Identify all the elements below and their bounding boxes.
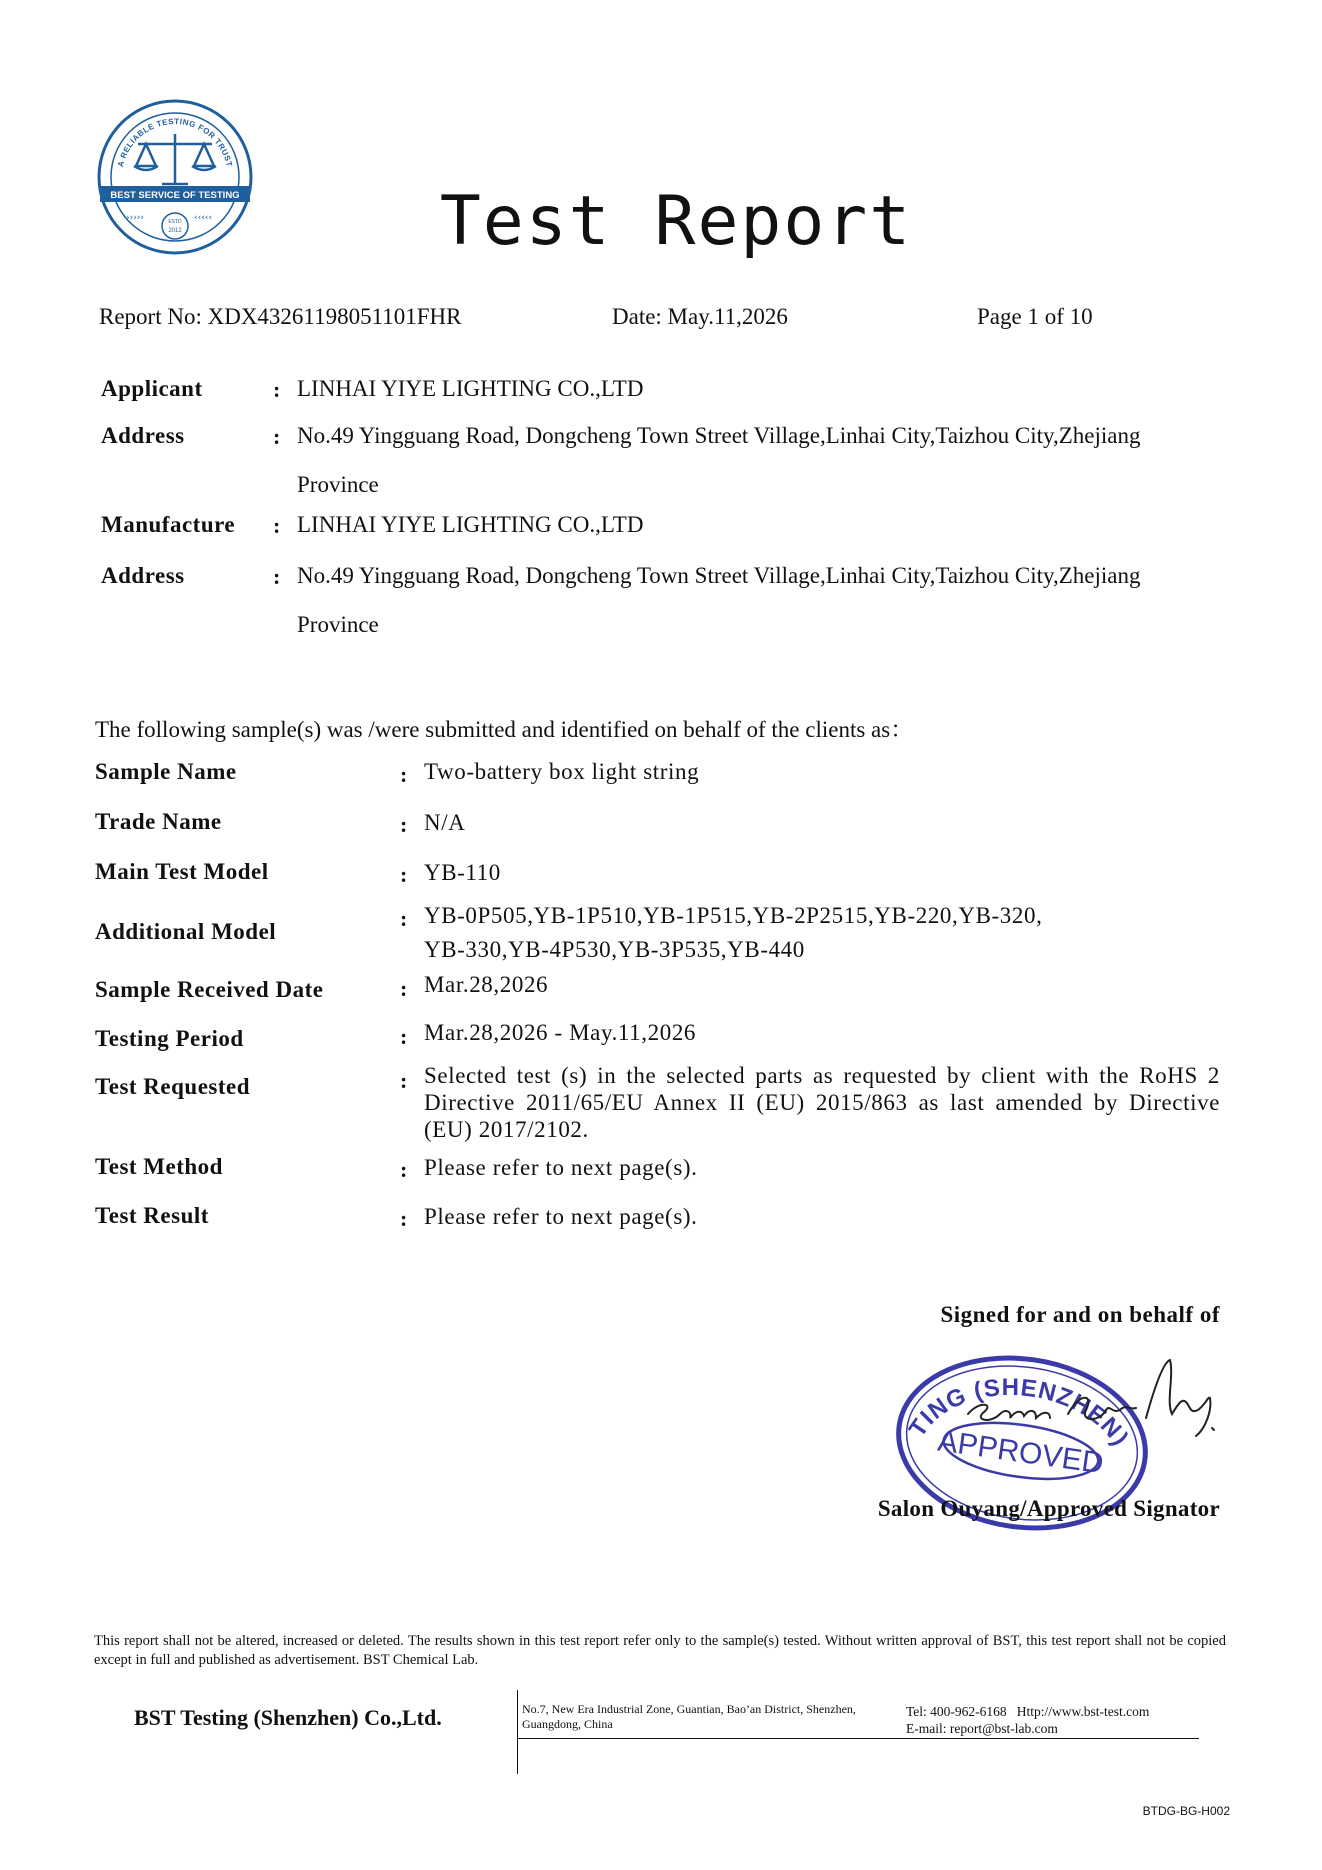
document-code: BTDG-BG-H002 <box>1142 1804 1230 1818</box>
main-model-value: YB-110 <box>424 860 501 885</box>
colon: : <box>273 513 281 538</box>
test-method-label: Test Method <box>95 1154 223 1179</box>
stamp-approved: APPROVED <box>935 1424 1106 1481</box>
trade-name-label: Trade Name <box>95 809 222 834</box>
page-title: Test Report <box>439 182 913 261</box>
footer-address-line1: No.7, New Era Industrial Zone, Guantian, Bao’an District, Shenzhen, <box>522 1702 856 1716</box>
applicant-address-line1: No.49 Yingguang Road, Dongcheng Town Street Village,Linhai City,Taizhou City,Zhejiang <box>297 423 1141 448</box>
disclaimer: This report shall not be altered, increased or deleted. The results shown in this test report refer only to the sample(s) tested. Without written approval of BST, this test report shall not be copied except in full and published as advertisement. BST Chemical Lab. <box>94 1633 1226 1668</box>
colon: : <box>400 812 408 837</box>
report-number: Report No: XDX43261198051101FHR <box>99 304 462 329</box>
svg-text:A RELIABLE TESTING FOR TRUST: A RELIABLE TESTING FOR TRUST <box>116 116 234 168</box>
footer-company: BST Testing (Shenzhen) Co.,Ltd. <box>134 1705 442 1730</box>
sample-name-value: Two-battery box light string <box>424 759 700 784</box>
footer-divider-horizontal <box>517 1738 1199 1739</box>
handwritten-signature <box>960 1352 1220 1442</box>
intro-text: The following sample(s) was /were submitted and identified on behalf of the clients as： <box>95 717 914 742</box>
svg-text:›››››: ››››› <box>126 213 144 223</box>
test-result-value: Please refer to next page(s). <box>424 1204 698 1229</box>
colon: : <box>400 762 408 787</box>
report-date: Date: May.11,2026 <box>612 304 788 329</box>
received-date-label: Sample Received Date <box>95 977 324 1002</box>
additional-model-line2: YB-330,YB-4P530,YB-3P535,YB-440 <box>424 937 805 962</box>
manufacture-address-line2: Province <box>297 612 379 637</box>
colon: : <box>400 862 408 887</box>
svg-text:‹‹‹‹‹: ‹‹‹‹‹ <box>194 213 212 223</box>
testing-period-label: Testing Period <box>95 1026 244 1051</box>
stamp-company: TESTING (SHENZHEN) <box>903 1373 1135 1452</box>
trade-name-value: N/A <box>424 810 466 835</box>
footer-contact-line2: E-mail: report@bst-lab.com <box>906 1721 1058 1736</box>
test-method-value: Please refer to next page(s). <box>424 1155 698 1180</box>
svg-text:ESTD: ESTD <box>168 219 182 225</box>
colon: : <box>273 564 281 589</box>
logo-banner: BEST SERVICE OF TESTING <box>110 190 240 201</box>
footer-divider-vertical <box>517 1690 518 1774</box>
manufacture-label: Manufacture <box>101 512 236 537</box>
footer-address-line2: Guangdong, China <box>522 1717 613 1731</box>
testing-period-value: Mar.28,2026 - May.11,2026 <box>424 1020 697 1045</box>
test-requested-label: Test Requested <box>95 1074 251 1099</box>
test-result-label: Test Result <box>95 1203 209 1228</box>
signed-for-heading: Signed for and on behalf of <box>940 1302 1220 1327</box>
signatory-name: Salon Ouyang/Approved Signator <box>877 1496 1220 1521</box>
svg-text:2012: 2012 <box>168 228 182 234</box>
manufacture-address-label: Address <box>101 563 185 588</box>
manufacture-value: LINHAI YIYE LIGHTING CO.,LTD <box>297 512 644 537</box>
footer-contact-line1: Tel: 400-962-6168 Http://www.bst-test.com <box>906 1704 1150 1719</box>
colon: : <box>400 1157 408 1182</box>
additional-model-line1: YB-0P505,YB-1P510,YB-1P515,YB-2P2515,YB-220,YB-320, <box>424 903 1043 928</box>
colon: : <box>400 1206 408 1231</box>
colon: : <box>400 1024 408 1049</box>
colon: : <box>273 424 281 449</box>
main-model-label: Main Test Model <box>95 859 269 884</box>
page-number: Page 1 of 10 <box>977 304 1093 329</box>
manufacture-address-line1: No.49 Yingguang Road, Dongcheng Town Street Village,Linhai City,Taizhou City,Zhejiang <box>297 563 1141 588</box>
applicant-address-label: Address <box>101 423 185 448</box>
applicant-label: Applicant <box>101 376 203 401</box>
colon: : <box>400 906 408 931</box>
test-requested-value: Selected test (s) in the selected parts as requested by client with the RoHS 2 Directive 2011/65/EU Annex II (EU) 2015/863 as last amended by Directive (EU) 2017/2102. <box>424 1063 1220 1142</box>
additional-model-label: Additional Model <box>95 919 277 944</box>
sample-name-label: Sample Name <box>95 759 237 784</box>
received-date-value: Mar.28,2026 <box>424 972 549 997</box>
applicant-address-line2: Province <box>297 472 379 497</box>
colon: : <box>273 377 281 402</box>
footer-contact <box>906 1703 1149 1737</box>
colon: : <box>400 976 408 1001</box>
footer-address <box>522 1702 856 1732</box>
colon: : <box>400 1068 408 1093</box>
applicant-value: LINHAI YIYE LIGHTING CO.,LTD <box>297 376 644 401</box>
